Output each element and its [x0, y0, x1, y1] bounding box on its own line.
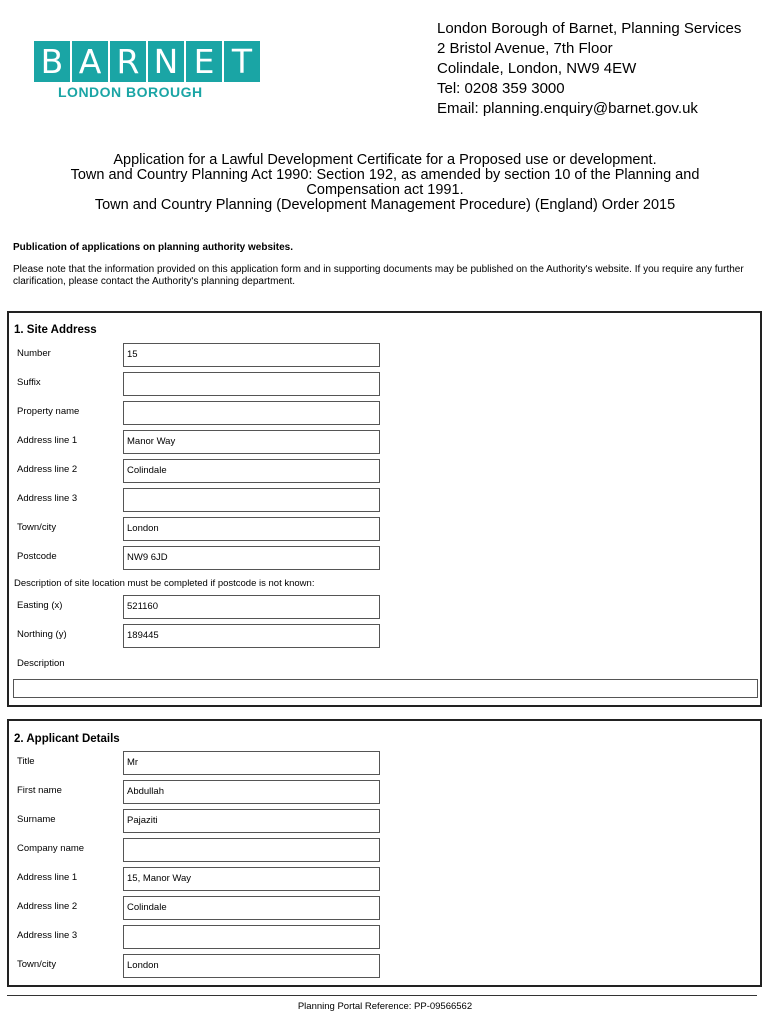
- logo-letter: A: [72, 41, 108, 82]
- field-label: Town/city: [17, 959, 57, 970]
- applicant-details-section: [7, 719, 762, 987]
- org-city: Colindale, London, NW9 4EW: [437, 60, 637, 77]
- logo-letter: R: [110, 41, 146, 82]
- org-street: 2 Bristol Avenue, 7th Floor: [437, 40, 613, 57]
- barnet-logo: [34, 41, 260, 100]
- section-title: 1. Site Address: [14, 324, 97, 336]
- footer-divider: [7, 995, 757, 996]
- field-label: Property name: [17, 406, 80, 417]
- easting-field[interactable]: 521160: [123, 595, 380, 619]
- field-label: Address line 2: [17, 901, 78, 912]
- applicant-address-line1-field[interactable]: 15, Manor Way: [123, 867, 380, 891]
- site-postcode-field[interactable]: NW9 6JD: [123, 546, 380, 570]
- site-description-field[interactable]: [13, 679, 758, 698]
- field-label: Number: [17, 348, 51, 359]
- field-label: Postcode: [17, 551, 57, 562]
- field-label: Northing (y): [17, 629, 67, 640]
- section-title: 2. Applicant Details: [14, 733, 120, 745]
- field-label: First name: [17, 785, 62, 796]
- location-note: Description of site location must be completed if postcode is not known:: [14, 578, 315, 589]
- logo-letter: E: [186, 41, 222, 82]
- site-number-field[interactable]: 15: [123, 343, 380, 367]
- applicant-first-name-field[interactable]: Abdullah: [123, 780, 380, 804]
- org-address: [437, 19, 741, 119]
- applicant-town-field[interactable]: London: [123, 954, 380, 978]
- field-label: Address line 2: [17, 464, 78, 475]
- site-town-field[interactable]: London: [123, 517, 380, 541]
- title-line: Application for a Lawful Development Certificate for a Proposed use or development.: [113, 152, 657, 168]
- field-label: Easting (x): [17, 600, 63, 611]
- field-label: Suffix: [17, 377, 41, 388]
- field-label: Company name: [17, 843, 85, 854]
- site-address-line3-field[interactable]: [123, 488, 380, 512]
- field-label: Address line 3: [17, 930, 78, 941]
- field-label: Address line 1: [17, 872, 78, 883]
- site-property-name-field[interactable]: [123, 401, 380, 425]
- title-line: Town and Country Planning Act 1990: Section 192, as amended by section 10 of the Planning and: [70, 167, 700, 183]
- portal-reference: Planning Portal Reference: PP-09566562: [297, 1001, 473, 1012]
- document-title: [30, 153, 740, 213]
- field-label: Surname: [17, 814, 56, 825]
- org-name: London Borough of Barnet, Planning Services: [437, 20, 742, 37]
- logo-letter: B: [34, 41, 70, 82]
- logo-subtitle: LONDON BOROUGH: [58, 84, 203, 100]
- field-label: Title: [17, 756, 35, 767]
- field-label: Town/city: [17, 522, 57, 533]
- org-email: Email: planning.enquiry@barnet.gov.uk: [437, 100, 698, 117]
- applicant-company-field[interactable]: [123, 838, 380, 862]
- applicant-address-line2-field[interactable]: Colindale: [123, 896, 380, 920]
- applicant-surname-field[interactable]: Pajaziti: [123, 809, 380, 833]
- site-address-line1-field[interactable]: Manor Way: [123, 430, 380, 454]
- applicant-address-line3-field[interactable]: [123, 925, 380, 949]
- logo-letter: T: [224, 41, 260, 82]
- publication-heading: Publication of applications on planning authority websites.: [13, 242, 294, 253]
- field-label: Address line 1: [17, 435, 78, 446]
- northing-field[interactable]: 189445: [123, 624, 380, 648]
- publication-note: Please note that the information provided on this application form and in supporting documents may be published on the Authority's website. If you require any further clarification, please contact the Authority's planning department.: [13, 264, 744, 287]
- site-address-line2-field[interactable]: Colindale: [123, 459, 380, 483]
- field-label: Description: [17, 658, 65, 669]
- title-line: Town and Country Planning (Development Management Procedure) (England) Order 2015: [94, 197, 676, 213]
- org-tel: Tel: 0208 359 3000: [437, 80, 565, 97]
- site-suffix-field[interactable]: [123, 372, 380, 396]
- field-label: Address line 3: [17, 493, 78, 504]
- logo-letter: N: [148, 41, 184, 82]
- title-line: Compensation act 1991.: [306, 182, 464, 198]
- applicant-title-field[interactable]: Mr: [123, 751, 380, 775]
- site-address-section: [7, 311, 762, 707]
